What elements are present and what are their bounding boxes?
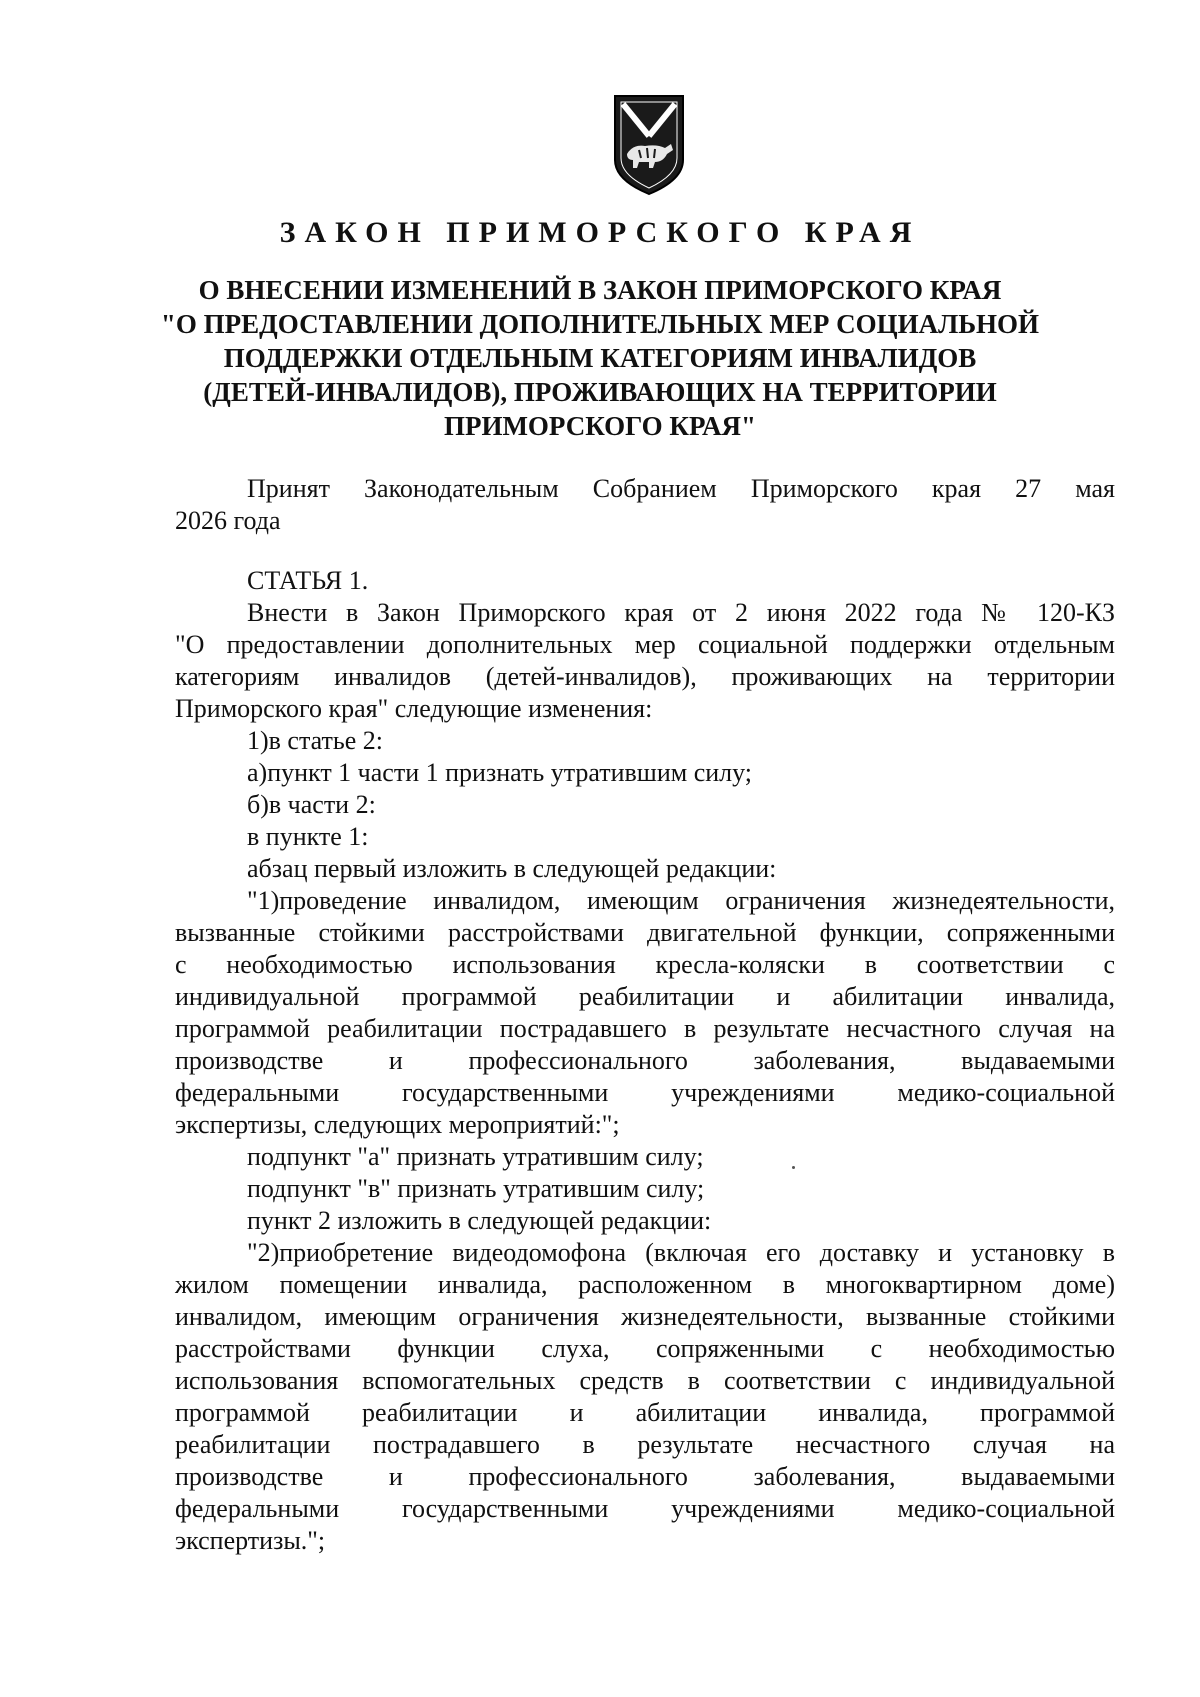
article-line: пункт 2 изложить в следующей редакции: (247, 1206, 712, 1235)
article-line: программой реабилитации пострадавшего в результате несчастного случая на (175, 1014, 1115, 1043)
article-line: реабилитации пострадавшего в результате несчастного случая на (175, 1430, 1115, 1459)
article-line: в пункте 1: (247, 822, 369, 851)
article-line: 1)в статье 2: (247, 726, 384, 755)
article-line: Внести в Закон Приморского края от 2 июня 2022 года № 120-КЗ (247, 598, 1115, 627)
article-line: жилом помещении инвалида, расположенном в многоквартирном доме) (175, 1270, 1115, 1299)
article-line: производстве и профессионального заболевания, выдаваемыми (175, 1462, 1115, 1491)
article-heading: СТАТЬЯ 1. (247, 566, 369, 595)
article-line: с необходимостью использования кресла-коляски в соответствии с (175, 950, 1115, 979)
subtitle-line: О ВНЕСЕНИИ ИЗМЕНЕНИЙ В ЗАКОН ПРИМОРСКОГО КРАЯ (198, 275, 1002, 305)
article-line: подпункт "а" признать утратившим силу; (247, 1142, 704, 1171)
adoption-line: Принят Законодательным Собранием Приморского края 27 мая (247, 474, 1115, 503)
article-line: индивидуальной программой реабилитации и абилитации инвалида, (175, 982, 1115, 1011)
article-line: федеральными государственными учреждениями медико-социальной (175, 1078, 1115, 1107)
article-line: вызванные стойкими расстройствами двигательной функции, сопряженными (175, 918, 1115, 947)
subtitle-line: (ДЕТЕЙ-ИНВАЛИДОВ), ПРОЖИВАЮЩИХ НА ТЕРРИТОРИИ (203, 377, 997, 407)
article-line: экспертизы, следующих мероприятий:"; (175, 1110, 620, 1139)
article-line: "2)приобретение видеодомофона (включая его доставку и установку в (247, 1238, 1115, 1267)
article-line: расстройствами функции слуха, сопряженными с необходимостью (175, 1334, 1115, 1363)
article-line: использования вспомогательных средств в соответствии с индивидуальной (175, 1366, 1115, 1395)
article-line: б)в части 2: (247, 790, 376, 819)
primorsky-krai-coat-of-arms-icon (613, 92, 685, 196)
article-line: а)пункт 1 части 1 признать утратившим силу; (247, 758, 753, 787)
article-line: подпункт "в" признать утратившим силу; (247, 1174, 705, 1203)
article-line: Приморского края" следующие изменения: (175, 694, 653, 723)
subtitle-line: ПРИМОРСКОГО КРАЯ" (443, 411, 757, 441)
article-line: абзац первый изложить в следующей редакции: (247, 854, 777, 883)
article-line: инвалидом, имеющим ограничения жизнедеятельности, вызванные стойкими (175, 1302, 1115, 1331)
article-line: "1)проведение инвалидом, имеющим ограничения жизнедеятельности, (247, 886, 1115, 915)
article-line: "О предоставлении дополнительных мер социальной поддержки отдельным (175, 630, 1115, 659)
article-line: программой реабилитации и абилитации инвалида, программой (175, 1398, 1115, 1427)
document-body (175, 473, 1115, 1557)
article-line: категориям инвалидов (детей-инвалидов), проживающих на территории (175, 662, 1115, 691)
article-line: федеральными государственными учреждениями медико-социальной (175, 1494, 1115, 1523)
article-line: экспертизы."; (175, 1526, 326, 1555)
law-subtitle (150, 273, 1050, 443)
subtitle-line: ПОДДЕРЖКИ ОТДЕЛЬНЫМ КАТЕГОРИЯМ ИНВАЛИДОВ (223, 343, 977, 373)
law-title: ЗАКОН ПРИМОРСКОГО КРАЯ (279, 216, 921, 249)
subtitle-line: "О ПРЕДОСТАВЛЕНИИ ДОПОЛНИТЕЛЬНЫХ МЕР СОЦИАЛЬНОЙ (160, 309, 1040, 339)
scan-speck (792, 1166, 795, 1169)
article-line: производстве и профессионального заболевания, выдаваемыми (175, 1046, 1115, 1075)
adoption-line: 2026 года (175, 506, 281, 535)
